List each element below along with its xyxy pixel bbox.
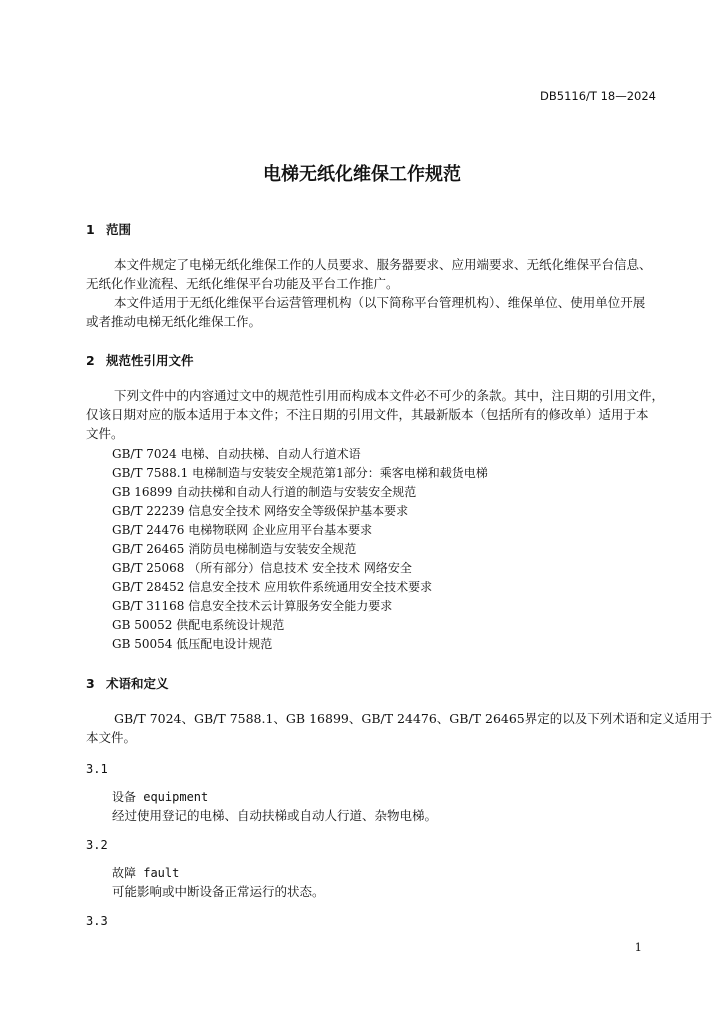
term-definition: 经过使用登记的电梯、自动扶梯或自动人行道、杂物电梯。: [112, 808, 438, 823]
paragraph-line: 下列文件中的内容通过文中的规范性引用而构成本文件必不可少的条款。其中，注日期的引用文件，: [114, 388, 665, 403]
reference-item: GB 50052 供配电系统设计规范: [112, 618, 285, 632]
page-number: 1: [634, 940, 642, 954]
reference-item: GB/T 28452 信息安全技术 应用软件系统通用安全技术要求: [112, 580, 433, 594]
section-heading-scope: [86, 220, 131, 238]
reference-item: GB/T 31168 信息安全技术云计算服务安全能力要求: [112, 599, 393, 613]
document-title: 电梯无纸化维保工作规范: [263, 164, 461, 185]
section-heading-terms-definitions: [86, 674, 169, 692]
reference-item: GB/T 25068 （所有部分）信息技术 安全技术 网络安全: [112, 561, 412, 575]
clause-number: 3.2: [86, 838, 108, 852]
document-number: DB5116/T 18—2024: [540, 89, 656, 103]
paragraph-line: 本文件适用于无纸化维保平台运营管理机构（以下简称平台管理机构）、维保单位、使用单位开展: [114, 295, 646, 310]
reference-item: GB/T 7024 电梯、自动扶梯、自动人行道术语: [112, 447, 361, 461]
section-number: 2: [86, 353, 95, 368]
clause-number: 3.1: [86, 762, 108, 776]
reference-item: GB/T 24476 电梯物联网 企业应用平台基本要求: [112, 523, 373, 537]
term-entry: 设备 equipment: [112, 790, 209, 804]
paragraph-line: 文件。: [86, 426, 124, 441]
section-title: 规范性引用文件: [106, 353, 194, 368]
section-heading-normative-references: [86, 351, 194, 369]
term-entry: 故障 fault: [112, 866, 180, 880]
reference-item: GB/T 26465 消防员电梯制造与安装安全规范: [112, 542, 357, 556]
section-number: 1: [86, 222, 95, 237]
paragraph-line: 本文件规定了电梯无纸化维保工作的人员要求、服务器要求、应用端要求、无纸化维保平台信息、: [114, 257, 652, 272]
paragraph-line: 无纸化作业流程、无纸化维保平台功能及平台工作推广。: [86, 276, 399, 291]
reference-item: GB/T 7588.1 电梯制造与安装安全规范第1部分：乘客电梯和载货电梯: [112, 466, 488, 480]
paragraph-line: 仅该日期对应的版本适用于本文件；不注日期的引用文件，其最新版本（包括所有的修改单）适用于本: [86, 407, 649, 422]
section-title: 范围: [106, 222, 132, 237]
paragraph-line: GB/T 7024、GB/T 7588.1、GB 16899、GB/T 24476、GB/T 26465界定的以及下列术语和定义适用于: [114, 711, 713, 726]
clause-number: 3.3: [86, 914, 108, 928]
paragraph-line: 本文件。: [86, 730, 137, 745]
paragraph-line: 或者推动电梯无纸化维保工作。: [86, 314, 262, 329]
reference-item: GB/T 22239 信息安全技术 网络安全等级保护基本要求: [112, 504, 409, 518]
section-number: 3: [86, 676, 95, 691]
reference-item: GB 50054 低压配电设计规范: [112, 637, 273, 651]
reference-item: GB 16899 自动扶梯和自动人行道的制造与安装安全规范: [112, 485, 417, 499]
section-title: 术语和定义: [106, 676, 169, 691]
term-definition: 可能影响或中断设备正常运行的状态。: [112, 884, 325, 899]
